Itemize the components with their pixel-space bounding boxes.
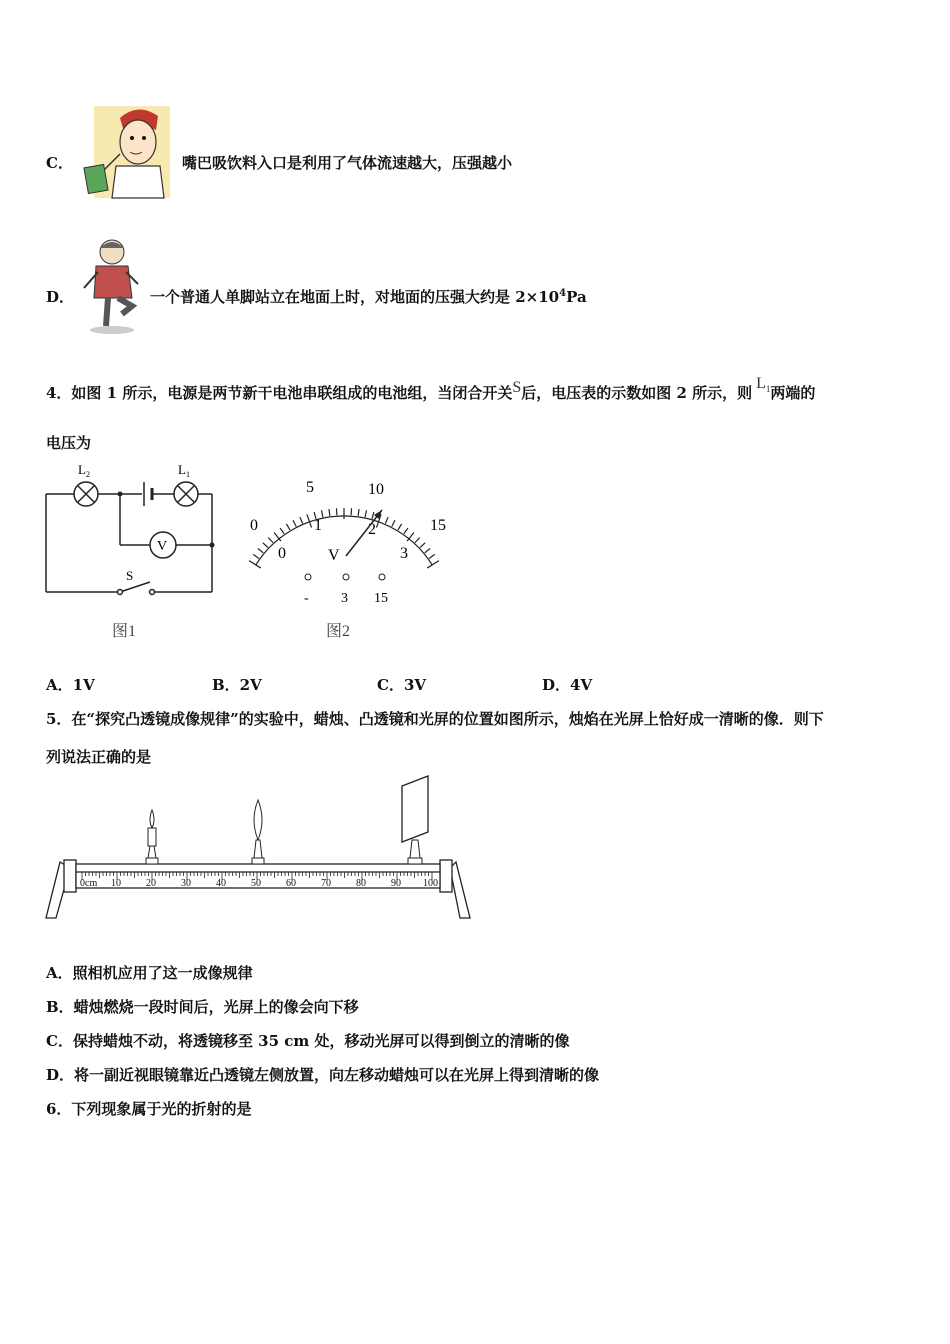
optical-bench-figure xyxy=(40,772,480,932)
dial-tick xyxy=(425,548,430,552)
top-scale-15: 15 xyxy=(430,517,446,534)
candle xyxy=(146,810,158,864)
bench-label: 50 xyxy=(251,878,261,889)
bench-label: 80 xyxy=(356,878,366,889)
switch-symbol: S xyxy=(512,379,522,396)
bench-label: 90 xyxy=(391,878,401,889)
bench-label: 70 xyxy=(321,878,331,889)
bench-label: 10 xyxy=(111,878,121,889)
q5-option-d: D．将一副近视眼镜靠近凸透镜左侧放置，向左移动蜡烛可以在光屏上得到清晰的像 xyxy=(46,1066,600,1084)
figure-1-caption: 图1 xyxy=(112,623,137,640)
q4-option-b: B．2V xyxy=(212,676,262,694)
light-screen xyxy=(402,776,428,864)
lamp-l1-label: $L_1$ xyxy=(178,462,190,479)
terminal-minus: - xyxy=(304,591,309,606)
dial-tick xyxy=(280,528,284,534)
bench-label: 20 xyxy=(146,878,156,889)
bench-label: 40 xyxy=(216,878,226,889)
bench-label: 60 xyxy=(286,878,296,889)
option-c-text: 嘴巴吸饮料入口是利用了气体流速越大，压强越小 xyxy=(182,154,513,172)
lamp-symbol: $L_1$ xyxy=(756,375,771,395)
voltmeter-label: V xyxy=(157,539,168,554)
lamp-l2-label: $L_2$ xyxy=(78,462,90,479)
q5-option-a: A．照相机应用了这一成像规律 xyxy=(46,964,253,982)
q5-option-b: B．蜡烛燃烧一段时间后，光屏上的像会向下移 xyxy=(46,998,359,1016)
option-d-label: D． xyxy=(46,288,75,306)
bottom-scale-2: 2 xyxy=(368,521,376,538)
top-scale-0: 0 xyxy=(250,517,258,534)
dial-tick xyxy=(249,561,261,568)
option-d-exponent: 4 xyxy=(559,288,567,299)
dial-tick xyxy=(372,512,374,519)
dial-tick xyxy=(268,537,273,542)
bottom-scale-3: 3 xyxy=(400,545,408,562)
question-4-line1 xyxy=(46,375,816,404)
question-4-line2: 电压为 xyxy=(46,434,92,452)
one-leg-person-illustration xyxy=(78,236,144,336)
unit-v-label: V xyxy=(328,547,340,564)
dial-tick xyxy=(293,520,296,526)
switch-label: S xyxy=(126,568,134,583)
bench-label: 100 xyxy=(423,878,438,889)
figure-1-circuit xyxy=(40,458,225,648)
option-d-text-main: 一个普通人单脚站立在地面上时，对地面的压强大约是 2×10 xyxy=(150,288,560,306)
option-c-label: C． xyxy=(46,154,73,172)
option-d-text xyxy=(150,286,587,307)
dial-tick xyxy=(365,510,366,517)
terminal-15: 15 xyxy=(374,591,388,606)
dial-tick xyxy=(404,528,408,534)
q4-option-d: D．4V xyxy=(542,676,593,694)
question-5-line1: 5．在“探究凸透镜成像规律”的实验中，蜡烛、凸透镜和光屏的位置如图所示，烛焰在光屏上恰好成一清晰的像．则下 xyxy=(46,710,824,728)
bottom-scale-1: 1 xyxy=(314,517,322,534)
top-scale-5: 5 xyxy=(306,479,314,496)
q4-option-a: A．1V xyxy=(46,676,95,694)
dial-tick xyxy=(258,548,263,552)
dial-tick xyxy=(385,517,388,523)
dial-tick xyxy=(358,509,359,516)
drinking-boy-illustration xyxy=(80,100,172,200)
dial-tick xyxy=(392,520,395,526)
dial-tick xyxy=(398,524,402,530)
dial-tick xyxy=(300,517,303,523)
figure-2-caption: 图2 xyxy=(326,623,351,640)
bench-label: 30 xyxy=(181,878,191,889)
dial-tick xyxy=(253,554,259,558)
q4-text-part2: 后，电压表的示数如图 2 所示，则 xyxy=(521,384,753,402)
q4-text-part1: 4．如图 1 所示，电源是两节新干电池串联组成的电池组，当闭合开关 xyxy=(46,384,513,402)
q4-text-part3: 两端的 xyxy=(770,384,816,402)
figure-2-voltmeter xyxy=(244,470,464,646)
top-scale-10: 10 xyxy=(368,481,384,498)
bench-label: 0cm xyxy=(80,878,98,889)
q5-option-c: C．保持蜡烛不动，将透镜移至 35 cm 处，移动光屏可以得到倒立的清晰的像 xyxy=(46,1032,570,1050)
dial-tick xyxy=(429,554,435,558)
question-6: 6．下列现象属于光的折射的是 xyxy=(46,1100,252,1118)
bottom-scale-0: 0 xyxy=(278,545,286,562)
q4-option-c: C．3V xyxy=(377,676,427,694)
option-d-unit: Pa xyxy=(566,288,587,306)
question-5-line2: 列说法正确的是 xyxy=(46,748,152,766)
dial-tick xyxy=(329,509,330,516)
dial-tick xyxy=(427,561,439,568)
dial-tick xyxy=(286,524,290,530)
dial-tick xyxy=(420,543,425,548)
terminal-3: 3 xyxy=(341,591,348,606)
dial-tick xyxy=(415,537,420,542)
dial-tick xyxy=(263,543,268,548)
convex-lens xyxy=(252,800,264,864)
